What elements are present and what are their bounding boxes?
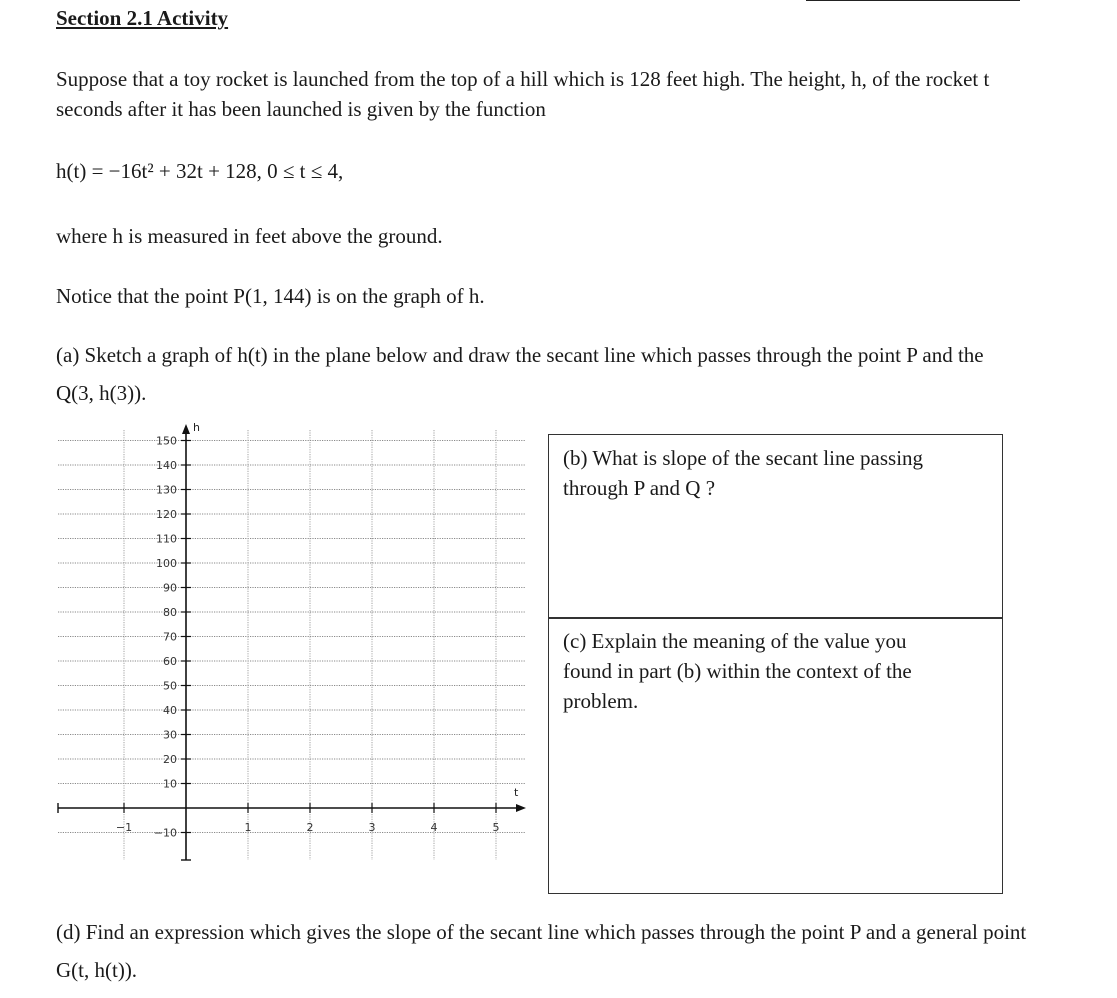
y-tick-label: 50	[163, 679, 177, 693]
y-tick-label: 130	[156, 483, 177, 497]
x-tick-label: 1	[244, 821, 252, 834]
y-tick-label: 70	[163, 630, 177, 644]
x-tick-label: 2	[306, 821, 314, 834]
x-tick-label: −1	[115, 821, 133, 834]
grid-lines	[58, 430, 526, 860]
x-tick-label: 4	[430, 821, 438, 834]
y-tick-label: −10	[153, 826, 177, 840]
x-tick-label: 3	[368, 821, 376, 834]
part-b-line-2: through P and Q ?	[563, 476, 716, 500]
tick-labels	[116, 421, 519, 840]
part-c-line-3: problem.	[563, 689, 639, 713]
part-d-line-2: G(t, h(t)).	[56, 958, 138, 982]
intro-line-1: Suppose that a toy rocket is launched from the top of a hill which is 128 feet high. The height, h, of the rocket t	[56, 67, 990, 91]
t-axis-label: t	[514, 786, 519, 799]
part-c-box[interactable]	[548, 617, 1003, 894]
part-b-line-1: (b) What is slope of the secant line passing	[563, 446, 924, 470]
y-tick-label: 100	[156, 557, 177, 570]
y-tick-label: 60	[163, 655, 177, 668]
y-tick-label: 80	[163, 606, 177, 619]
y-tick-label: 140	[156, 459, 177, 472]
part-b-box[interactable]	[548, 434, 1003, 619]
part-a-line-2: Q(3, h(3)).	[56, 381, 147, 405]
notice-text: Notice that the point P(1, 144) is on the graph of h.	[56, 284, 485, 308]
part-c-line-2: found in part (b) within the context of the	[563, 659, 912, 683]
y-tick-label: 120	[156, 508, 177, 521]
header-rule	[806, 0, 1020, 1]
y-tick-label: 30	[163, 728, 177, 742]
intro-line-2: seconds after it has been launched is given by the function	[56, 97, 546, 121]
part-c-line-1: (c) Explain the meaning of the value you	[563, 629, 907, 653]
y-tick-label: 150	[156, 434, 177, 448]
where-text: where h is measured in feet above the ground.	[56, 224, 443, 248]
part-a-line-1: (a) Sketch a graph of h(t) in the plane below and draw the secant line which passes through the point P and the	[56, 343, 984, 367]
y-tick-label: 20	[163, 753, 177, 766]
y-tick-label: 10	[163, 777, 177, 791]
section-title: Section 2.1 Activity	[56, 6, 229, 30]
x-tick-label: 5	[492, 821, 500, 834]
part-d-line-1: (d) Find an expression which gives the slope of the secant line which passes through the point P and a general point	[56, 920, 1027, 944]
h-axis-label: h	[193, 421, 200, 434]
t-axis-arrow	[516, 804, 526, 812]
y-tick-label: 40	[163, 704, 177, 717]
y-tick-label: 110	[156, 532, 177, 546]
h-axis-arrow	[182, 424, 190, 434]
y-tick-label: 90	[163, 581, 177, 595]
coordinate-plane[interactable]	[54, 418, 532, 864]
function-equation: h(t) = −16t² + 32t + 128, 0 ≤ t ≤ 4,	[56, 159, 344, 183]
